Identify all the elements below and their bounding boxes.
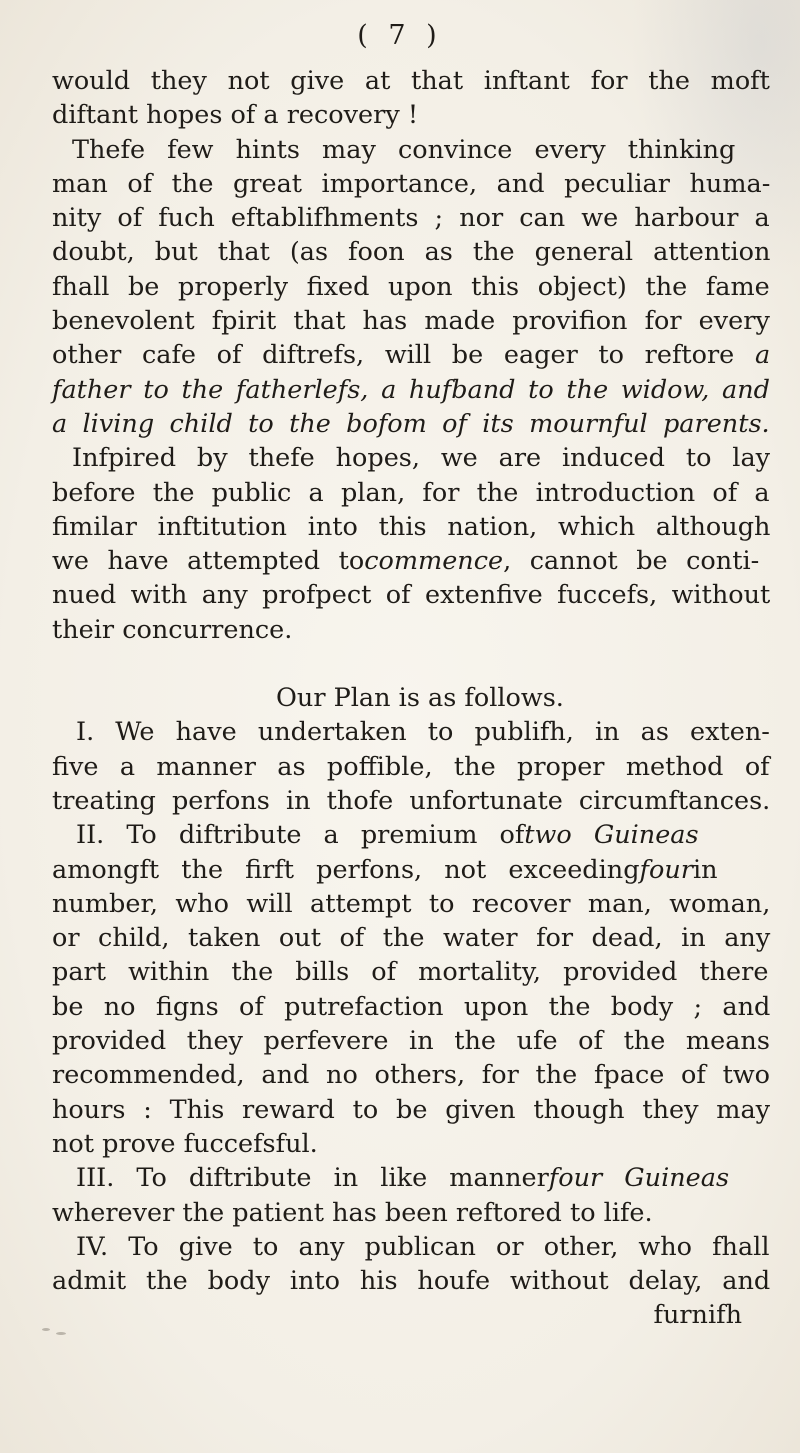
text-line [52,476,770,510]
text-line [52,98,770,132]
italic-phrase: two Guineas [524,820,699,851]
line-25-text: or child, taken out of the water for dead, in any [52,923,771,954]
text-line [52,235,770,269]
text-line [52,270,770,304]
text-line [52,853,770,887]
line-3-text: Thefe few hints may convince every thinking [72,134,736,165]
line-7-text: fhall be properly fixed upon this object) the fame [52,271,770,302]
line-23-text: amongft the firft perfons, not exceedingfourin [52,853,718,887]
italic-phrase: four Guineas [548,1163,730,1194]
text-line [52,1093,770,1127]
text-line [52,510,770,544]
text-line [52,201,770,235]
line-14-text: fimilar inftitution into this nation, which although [52,511,771,542]
line-22-text: II. To diftribute a premium oftwo Guineas [76,818,699,852]
line-15-text: we have attempted tocommence, cannot be conti- [52,544,759,578]
text-line [52,818,770,852]
line-10-text: father to the fatherlefs, a hufband to the widow, and [52,374,771,405]
line-26-text: part within the bills of mortality, provided there [52,957,769,988]
body-text [52,64,770,1333]
text-line [52,1161,770,1195]
line-4-text: man of the great importance, and peculiar huma- [52,168,771,199]
text-line [52,1230,770,1264]
text-line [52,750,770,784]
text-line [52,1196,770,1230]
line-28-text: provided they perfevere in the ufe of the means [52,1026,770,1057]
line-35-text: admit the body into his houfe without delay, and [52,1266,771,1297]
line-2-text: diftant hopes of a recovery ! [52,100,419,131]
catchword: furnifh [653,1300,742,1331]
line-30-text: hours : This reward to be given though they may [52,1094,771,1125]
line-12-text: Infpired by thefe hopes, we are induced to lay [72,443,771,474]
line-34-text: IV. To give to any publican or other, who fhall [76,1231,770,1262]
text-line [52,613,770,647]
line-17-text: their concurrence. [52,614,293,645]
line-21-text: treating perfons in thofe unfortunate circumftances. [52,785,771,816]
line-33-text: wherever the patient has been reftored to life. [52,1197,653,1228]
line-13-text: before the public a plan, for the introduction of a [52,477,770,508]
line-27-text: be no figns of putrefaction upon the body ; and [52,991,771,1022]
text-line [52,1298,770,1332]
line-16-text: nued with any profpect of extenfive fuccefs, without [52,580,771,611]
text-line [52,1058,770,1092]
line-19-text: I. We have undertaken to publifh, in as exten- [76,717,770,748]
text-line [52,578,770,612]
page-number: ( 7 ) [357,20,443,51]
line-5-text: nity of fuch eftablifhments ; nor can we harbour a [52,203,770,234]
line-8-text: benevolent fpirit that has made provifion for every [52,306,770,337]
ink-smudge [42,1328,50,1331]
text-line [52,64,770,98]
ink-smudge [56,1332,66,1335]
text-line [52,1264,770,1298]
text-line [52,407,770,441]
italic-phrase: commence [364,546,504,577]
text-line [52,921,770,955]
section-heading [52,681,770,715]
line-1-text: would they not give at that inftant for the moft [52,66,770,96]
text-line [52,338,770,372]
line-20-text: five a manner as poffible, the proper method of [52,751,770,782]
text-line [52,304,770,338]
text-line [52,1127,770,1161]
line-31-text: not prove fuccefsful. [52,1128,318,1159]
text-line [52,955,770,989]
line-32-text: III. To diftribute in like mannerfour Guineas [76,1161,729,1195]
italic-phrase: four [639,854,693,885]
text-line [52,373,770,407]
line-6-text: doubt, but that (as foon as the general attention [52,237,771,268]
plan-heading: Our Plan is as follows. [276,683,564,714]
text-line [52,441,770,475]
line-24-text: number, who will attempt to recover man, woman, [52,888,771,919]
text-line [52,887,770,921]
line-11-text: a living child to the bofom of its mournful parents. [52,408,770,439]
paragraph-gap [52,647,770,681]
text-line [52,715,770,749]
line-9-text: other cafe of diftrefs, will be eager to reftore a [52,338,770,372]
line-29-text: recommended, and no others, for the fpace of two [52,1060,770,1091]
text-line [52,784,770,818]
text-line [52,167,770,201]
text-line [52,1024,770,1058]
text-line [52,133,770,167]
text-line [52,990,770,1024]
text-line [52,544,770,578]
italic-article: a [754,340,771,371]
